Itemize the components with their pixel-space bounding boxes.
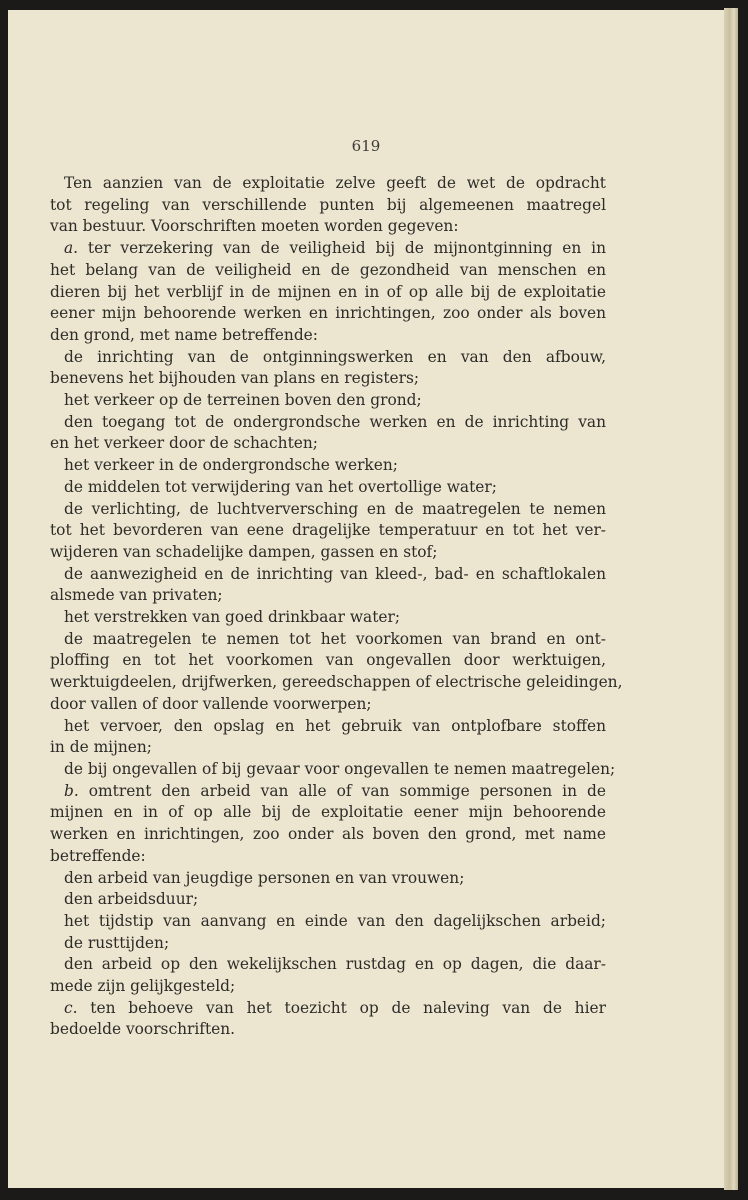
text-line	[50, 542, 606, 564]
line-text: de aanwezigheid en de inrichting van kleed-, bad- en schaftlokalen	[64, 564, 606, 583]
line-text: mede zijn gelijkgesteld;	[50, 977, 236, 996]
line-text: de rusttijden;	[64, 933, 170, 952]
text-line	[50, 737, 606, 759]
line-text: ter verzekering van de veiligheid bij de mijnontginning en in	[78, 239, 606, 258]
line-text: het verkeer in de ondergrondsche werken;	[64, 456, 398, 475]
text-line	[50, 455, 606, 477]
line-text: alsmede van privaten;	[50, 586, 223, 605]
line-text: de verlichting, de luchtverversching en de maatregelen te nemen	[64, 499, 606, 518]
line-text: ten behoeve van het toezicht op de naleving van de hier	[77, 998, 606, 1017]
text-line	[50, 412, 606, 434]
text-line	[50, 433, 606, 455]
line-text: eener mijn behoorende werken en inrichtingen, zoo onder als boven	[50, 304, 606, 323]
text-line	[50, 564, 606, 586]
text-line	[50, 629, 606, 651]
line-text: tot het bevorderen van eene dragelijke temperatuur en tot het ver-	[50, 521, 606, 540]
list-marker: b.	[64, 781, 79, 800]
page-edge	[724, 8, 738, 1190]
line-text: door vallen of door vallende voorwerpen;	[50, 694, 372, 713]
line-text: werken en inrichtingen, zoo onder als boven den grond, met name	[50, 825, 606, 844]
text-line	[50, 933, 606, 955]
text-line	[50, 650, 606, 672]
line-text: mijnen en in of op alle bij de exploitatie eener mijn behoorende	[50, 803, 606, 822]
line-text: de maatregelen te nemen tot het voorkomen van brand en ont-	[64, 629, 606, 648]
line-text: het verstrekken van goed drinkbaar water;	[64, 608, 401, 627]
line-text: den arbeid van jeugdige personen en van vrouwen;	[64, 868, 465, 887]
line-text: de bij ongevallen of bij gevaar voor ongevallen te nemen maatregelen;	[64, 759, 616, 778]
text-line	[50, 846, 606, 868]
text-line	[50, 260, 606, 282]
text-line	[50, 802, 606, 824]
line-text: omtrent den arbeid van alle of van sommige personen in de	[78, 781, 606, 800]
book-page	[8, 10, 724, 1188]
line-text: de middelen tot verwijdering van het overtollige water;	[64, 477, 497, 496]
line-text: bedoelde voorschriften.	[50, 1020, 236, 1039]
text-line	[50, 347, 606, 369]
text-line	[50, 238, 606, 260]
text-line	[50, 195, 606, 217]
body-text	[50, 173, 623, 1041]
text-line	[50, 1019, 606, 1041]
text-line	[50, 781, 606, 803]
line-text: den toegang tot de ondergrondsche werken en de inrichting van	[64, 412, 606, 431]
line-text: in de mijnen;	[50, 738, 152, 757]
text-line	[50, 759, 616, 781]
line-text: benevens het bijhouden van plans en registers;	[50, 369, 420, 388]
text-line	[50, 390, 606, 412]
text-line	[50, 911, 606, 933]
line-text: de inrichting van de ontginningswerken en van den afbouw,	[64, 347, 606, 366]
line-text: het belang van de veiligheid en de gezondheid van menschen en	[50, 260, 606, 279]
text-line	[50, 824, 606, 846]
line-text: dieren bij het verblijf in de mijnen en in of op alle bij de exploitatie	[50, 282, 606, 301]
line-text: werktuigdeelen, drijfwerken, gereedschappen of electrische geleidingen,	[50, 673, 623, 692]
text-line	[50, 716, 606, 738]
text-line	[50, 520, 606, 542]
line-text: tot regeling van verschillende punten bij algemeenen maatregel	[50, 195, 606, 214]
line-text: betreffende:	[50, 846, 146, 865]
line-text: het verkeer op de terreinen boven den grond;	[64, 391, 422, 410]
text-line	[50, 499, 606, 521]
line-text: Ten aanzien van de exploitatie zelve geeft de wet de opdracht	[64, 174, 606, 192]
line-text: den arbeid op den wekelijkschen rustdag en op dagen, die daar-	[64, 955, 606, 974]
line-text: en het verkeer door de schachten;	[50, 434, 318, 453]
list-marker: c.	[64, 998, 78, 1017]
text-line	[50, 889, 606, 911]
text-line	[50, 282, 606, 304]
text-line	[50, 998, 606, 1020]
line-text: van bestuur. Voorschriften moeten worden gegeven:	[50, 217, 459, 236]
text-line	[50, 303, 606, 325]
text-line	[50, 585, 606, 607]
page-number: 619	[351, 137, 381, 155]
text-line	[50, 868, 606, 890]
text-line	[50, 694, 606, 716]
text-line	[50, 954, 606, 976]
text-line	[50, 477, 606, 499]
text-line	[50, 672, 623, 694]
list-marker: a.	[64, 239, 79, 258]
text-line	[50, 325, 606, 347]
line-text: het tijdstip van aanvang en einde van den dagelijkschen arbeid;	[64, 911, 606, 930]
text-line	[50, 173, 606, 195]
line-text: ploffing en tot het voorkomen van ongevallen door werktuigen,	[50, 651, 606, 670]
line-text: den grond, met name betreffende:	[50, 325, 318, 344]
text-line	[50, 216, 606, 238]
text-line	[50, 976, 606, 998]
text-line	[50, 607, 606, 629]
line-text: het vervoer, den opslag en het gebruik van ontplofbare stoffen	[64, 716, 606, 735]
line-text: den arbeidsduur;	[64, 890, 199, 909]
line-text: wijderen van schadelijke dampen, gassen en stof;	[50, 542, 438, 561]
text-line	[50, 368, 606, 390]
